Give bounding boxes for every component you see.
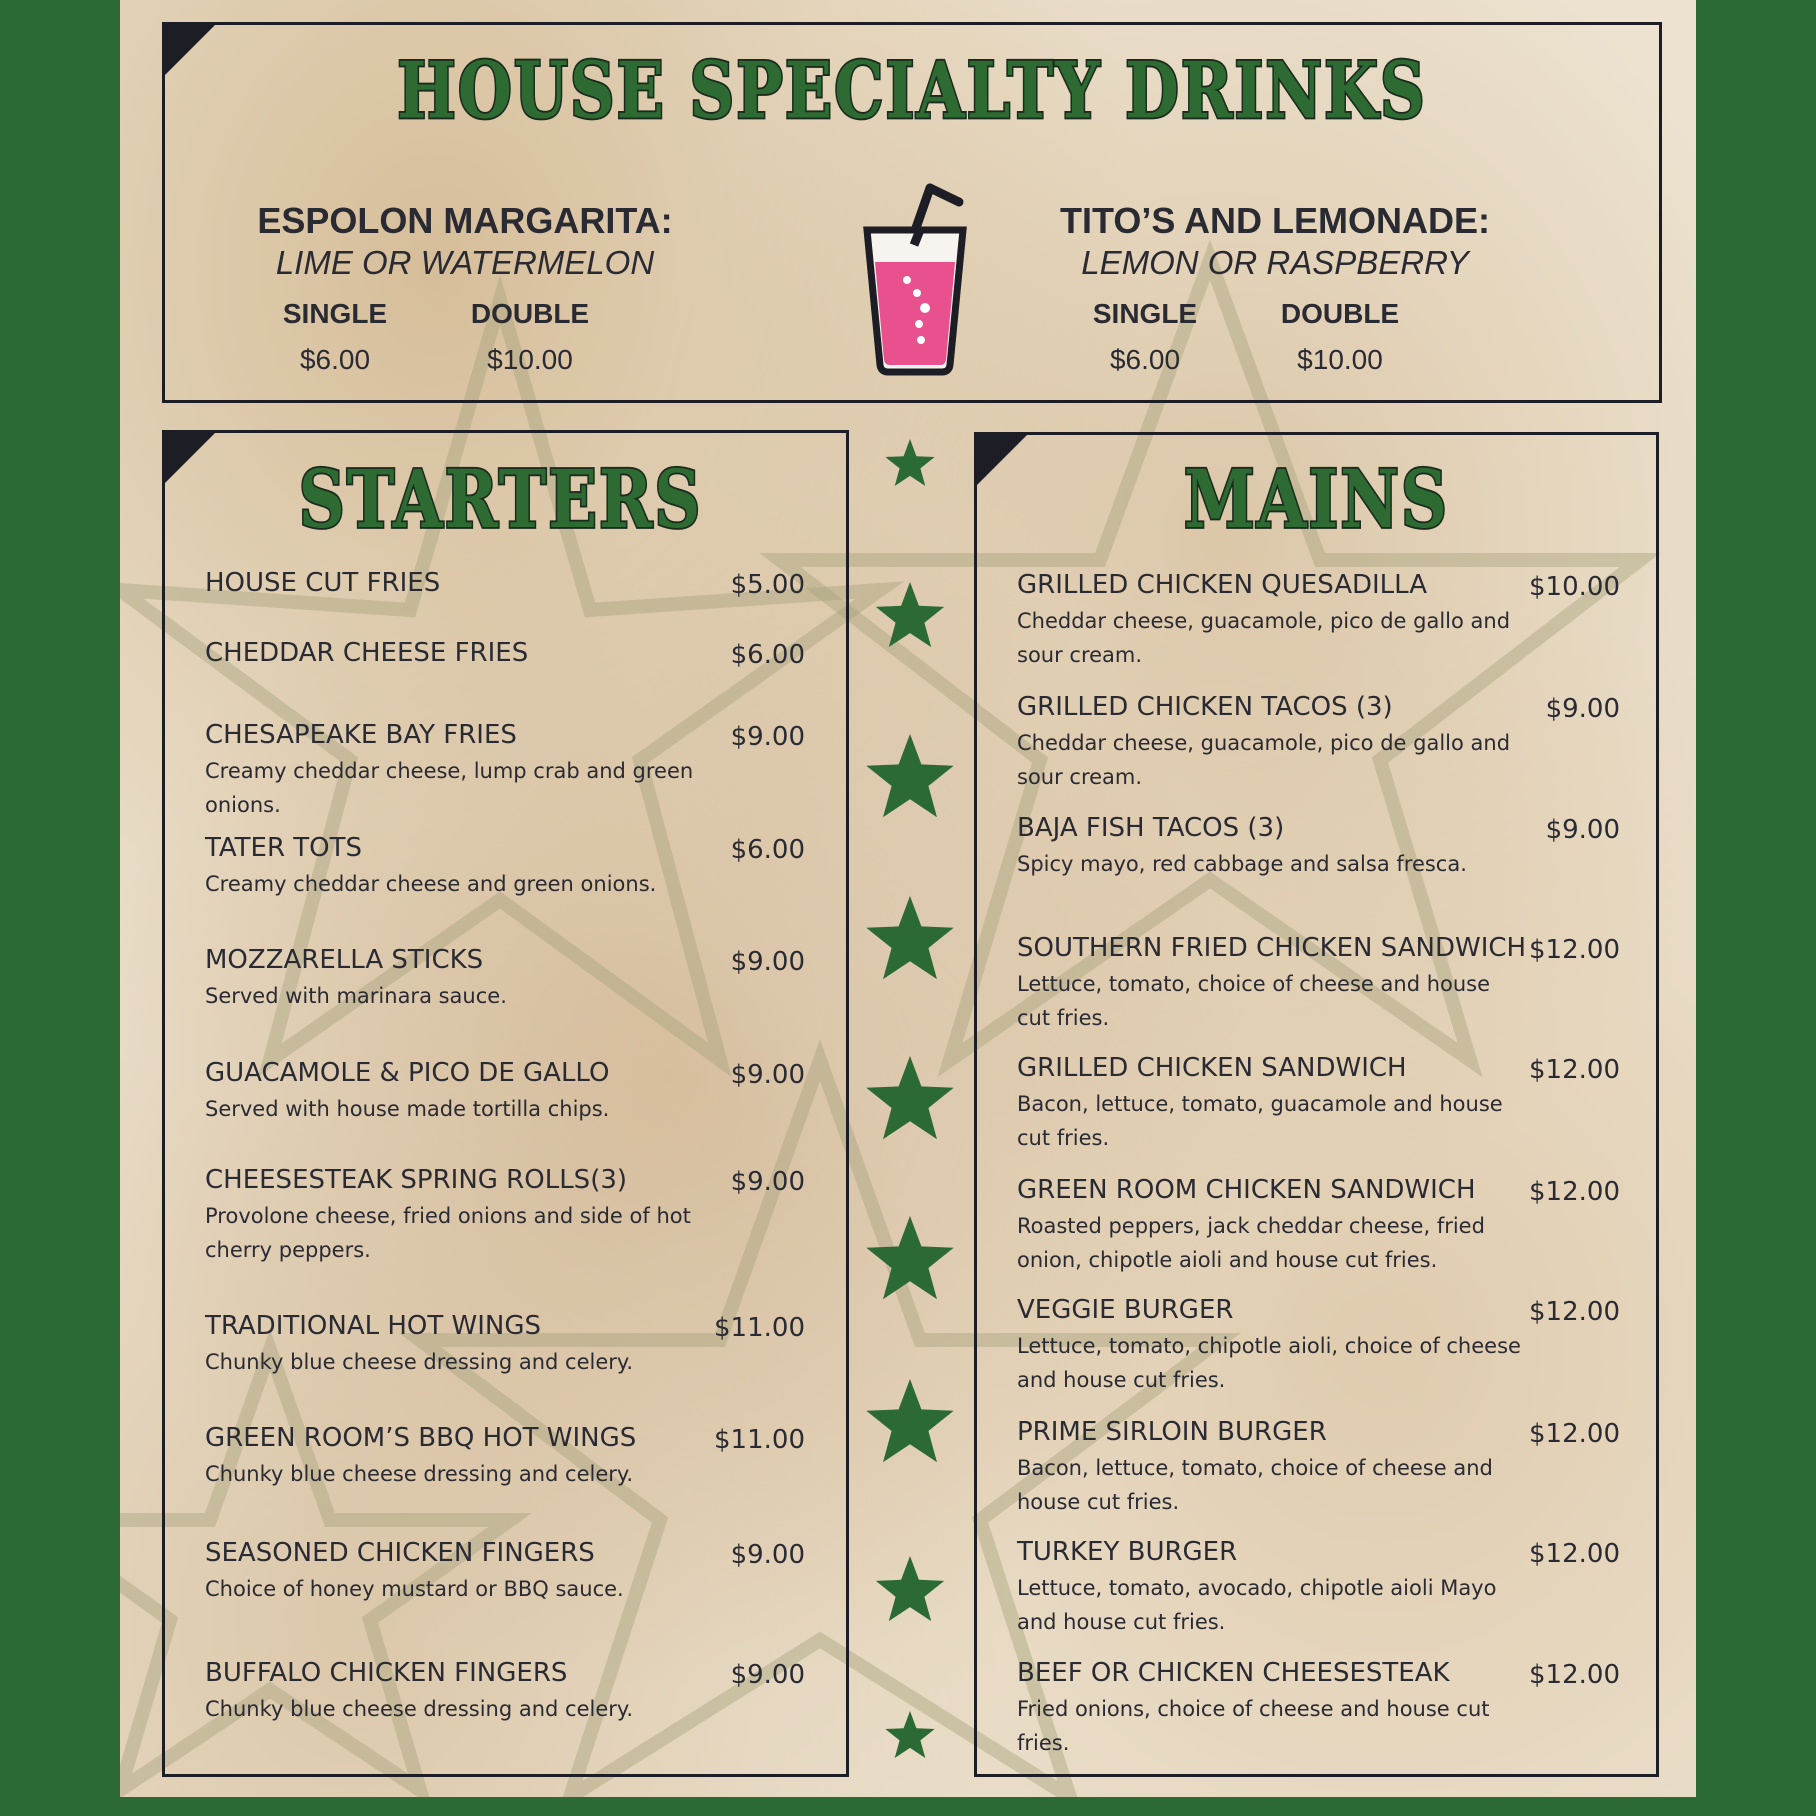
menu-item-description: Chunky blue cheese dressing and celery. xyxy=(205,1462,634,1486)
menu-item-name: CHESAPEAKE BAY FRIES xyxy=(205,720,517,750)
drink-right-name: TITO’S AND LEMONADE: xyxy=(1060,200,1490,241)
menu-item xyxy=(205,638,805,668)
menu-item xyxy=(205,833,805,901)
menu-item-price: $9.00 xyxy=(730,1167,805,1197)
menu-item-description: Served with marinara sauce. xyxy=(205,984,507,1008)
menu-item-name: GUACAMOLE & PICO DE GALLO xyxy=(205,1058,610,1088)
menu-item-name: CHEDDAR CHEESE FRIES xyxy=(205,638,529,668)
menu-item-name: MOZZARELLA STICKS xyxy=(205,945,484,975)
size-price: $10.00 xyxy=(1297,344,1383,375)
center-star-column xyxy=(855,430,965,1770)
menu-item-description: Chunky blue cheese dressing and celery. xyxy=(205,1697,634,1721)
menu-item-description: Creamy cheddar cheese and green onions. xyxy=(205,872,657,896)
menu-item-price: $9.00 xyxy=(1545,694,1620,724)
menu-item-description: Spicy mayo, red cabbage and salsa fresca. xyxy=(1017,852,1467,876)
green-star-icon xyxy=(876,582,944,647)
size-price: $10.00 xyxy=(487,344,573,375)
menu-item-price: $10.00 xyxy=(1529,572,1620,602)
menu-item-price: $9.00 xyxy=(730,947,805,977)
menu-item-description: Lettuce, tomato, chipotle aioli, choice of cheese and house cut fries. xyxy=(1017,1334,1521,1392)
menu-item xyxy=(205,1165,805,1267)
menu-item-name: GREEN ROOM’S BBQ HOT WINGS xyxy=(205,1423,637,1453)
menu-item-description: Roasted peppers, jack cheddar cheese, fried onion, chipotle aioli and house cut fries. xyxy=(1017,1214,1485,1272)
menu-item-description: Lettuce, tomato, choice of cheese and house cut fries. xyxy=(1017,972,1491,1030)
menu-item-price: $11.00 xyxy=(714,1313,805,1343)
menu-item-name: SEASONED CHICKEN FINGERS xyxy=(205,1538,595,1568)
menu-item-description: Served with house made tortilla chips. xyxy=(205,1097,610,1121)
menu-item-name: BEEF OR CHICKEN CHEESESTEAK xyxy=(1017,1658,1450,1688)
menu-item xyxy=(1017,1053,1620,1155)
menu-item xyxy=(1017,1537,1620,1639)
drinks-title: HOUSE SPECIALTY DRINKS xyxy=(397,45,1427,137)
menu-item-price: $6.00 xyxy=(730,640,805,670)
menu-item-description: Cheddar cheese, guacamole, pico de gallo and sour cream. xyxy=(1017,731,1511,789)
drink-left-double xyxy=(460,298,600,376)
menu-item-price: $12.00 xyxy=(1529,1419,1620,1449)
menu-item-price: $12.00 xyxy=(1529,935,1620,965)
starters-title: STARTERS xyxy=(298,453,703,547)
menu-item-price: $9.00 xyxy=(730,1540,805,1570)
menu-item xyxy=(1017,1658,1620,1760)
drink-right xyxy=(1025,200,1525,375)
menu-item-description: Bacon, lettuce, tomato, choice of cheese and house cut fries. xyxy=(1017,1456,1493,1514)
mains-title: MAINS xyxy=(1183,453,1450,547)
menu-item-price: $9.00 xyxy=(730,722,805,752)
menu-item-name: CHEESESTEAK SPRING ROLLS(3) xyxy=(205,1165,628,1195)
menu-item-name: TRADITIONAL HOT WINGS xyxy=(205,1311,542,1341)
menu-item-name: PRIME SIRLOIN BURGER xyxy=(1017,1417,1327,1447)
menu-item xyxy=(1017,1295,1620,1397)
menu-item-price: $12.00 xyxy=(1529,1297,1620,1327)
menu-item-name: TATER TOTS xyxy=(205,833,363,863)
menu-item-name: BUFFALO CHICKEN FINGERS xyxy=(205,1658,568,1688)
menu-item-description: Creamy cheddar cheese, lump crab and green onions. xyxy=(205,759,694,817)
menu-item-price: $11.00 xyxy=(714,1425,805,1455)
menu-item-price: $9.00 xyxy=(1545,815,1620,845)
menu-item xyxy=(1017,1175,1620,1277)
menu-item xyxy=(1017,933,1620,1035)
menu-item-name: VEGGIE BURGER xyxy=(1017,1295,1234,1325)
menu-item xyxy=(205,1423,805,1491)
green-star-icon xyxy=(866,1379,953,1462)
menu-item-price: $5.00 xyxy=(730,570,805,600)
menu-item-name: GRILLED CHICKEN TACOS (3) xyxy=(1017,692,1393,722)
menu-item-price: $9.00 xyxy=(730,1060,805,1090)
menu-item xyxy=(1017,813,1620,881)
starters-panel xyxy=(162,430,849,1777)
green-star-icon xyxy=(876,1556,944,1621)
mains-panel xyxy=(974,432,1659,1777)
menu-item xyxy=(1017,1417,1620,1519)
size-label: SINGLE xyxy=(282,298,388,329)
drink-right-options: LEMON OR RASPBERRY xyxy=(1081,244,1469,281)
menu-item-description: Fried onions, choice of cheese and house cut fries. xyxy=(1017,1697,1490,1755)
menu-item-name: GREEN ROOM CHICKEN SANDWICH xyxy=(1017,1175,1476,1205)
menu-item-price: $12.00 xyxy=(1529,1539,1620,1569)
menu-item-description: Cheddar cheese, guacamole, pico de gallo and sour cream. xyxy=(1017,609,1511,667)
menu-item-price: $6.00 xyxy=(730,835,805,865)
green-star-icon xyxy=(866,1216,953,1299)
menu-item-name: BAJA FISH TACOS (3) xyxy=(1017,813,1285,843)
menu-item-price: $12.00 xyxy=(1529,1055,1620,1085)
size-label: SINGLE xyxy=(1092,298,1198,329)
menu-item xyxy=(1017,570,1620,672)
drink-left-options: LIME OR WATERMELON xyxy=(275,244,655,281)
menu-item-description: Bacon, lettuce, tomato, guacamole and house cut fries. xyxy=(1017,1092,1503,1150)
drink-right-single xyxy=(1075,298,1215,376)
green-star-icon xyxy=(866,734,953,817)
menu-item-name: TURKEY BURGER xyxy=(1017,1537,1238,1567)
menu-item xyxy=(205,1311,805,1379)
menu-item-price: $12.00 xyxy=(1529,1177,1620,1207)
menu-item-name: GRILLED CHICKEN QUESADILLA xyxy=(1017,570,1428,600)
green-star-icon xyxy=(885,439,934,486)
menu-item xyxy=(205,1658,805,1726)
size-price: $6.00 xyxy=(1109,344,1181,375)
menu-item-name: GRILLED CHICKEN SANDWICH xyxy=(1017,1053,1407,1083)
menu-item-description: Chunky blue cheese dressing and celery. xyxy=(205,1350,634,1374)
menu-item xyxy=(205,568,805,598)
green-star-icon xyxy=(866,1056,953,1139)
menu-item-price: $12.00 xyxy=(1529,1660,1620,1690)
drink-cup-icon xyxy=(855,180,985,380)
drink-left xyxy=(215,200,715,375)
menu-item-description: Lettuce, tomato, avocado, chipotle aioli Mayo and house cut fries. xyxy=(1017,1576,1497,1634)
drink-left-name: ESPOLON MARGARITA: xyxy=(257,200,673,241)
size-label: DOUBLE xyxy=(470,298,590,329)
menu-item-description: Provolone cheese, fried onions and side of hot cherry peppers. xyxy=(205,1204,691,1262)
menu-item xyxy=(205,1058,805,1126)
size-label: DOUBLE xyxy=(1280,298,1400,329)
drink-right-double xyxy=(1270,298,1410,376)
menu-item xyxy=(205,1538,805,1606)
green-star-icon xyxy=(866,896,953,979)
drinks-panel xyxy=(162,22,1662,403)
menu-item-name: HOUSE CUT FRIES xyxy=(205,568,441,598)
menu-item-description: Choice of honey mustard or BBQ sauce. xyxy=(205,1577,624,1601)
menu-item xyxy=(1017,692,1620,794)
menu-item-price: $9.00 xyxy=(730,1660,805,1690)
drink-left-single xyxy=(265,298,405,376)
menu-item-name: SOUTHERN FRIED CHICKEN SANDWICH xyxy=(1017,933,1527,963)
menu-item xyxy=(205,720,805,822)
size-price: $6.00 xyxy=(299,344,371,375)
menu-item xyxy=(205,945,805,1013)
green-star-icon xyxy=(885,1711,934,1758)
